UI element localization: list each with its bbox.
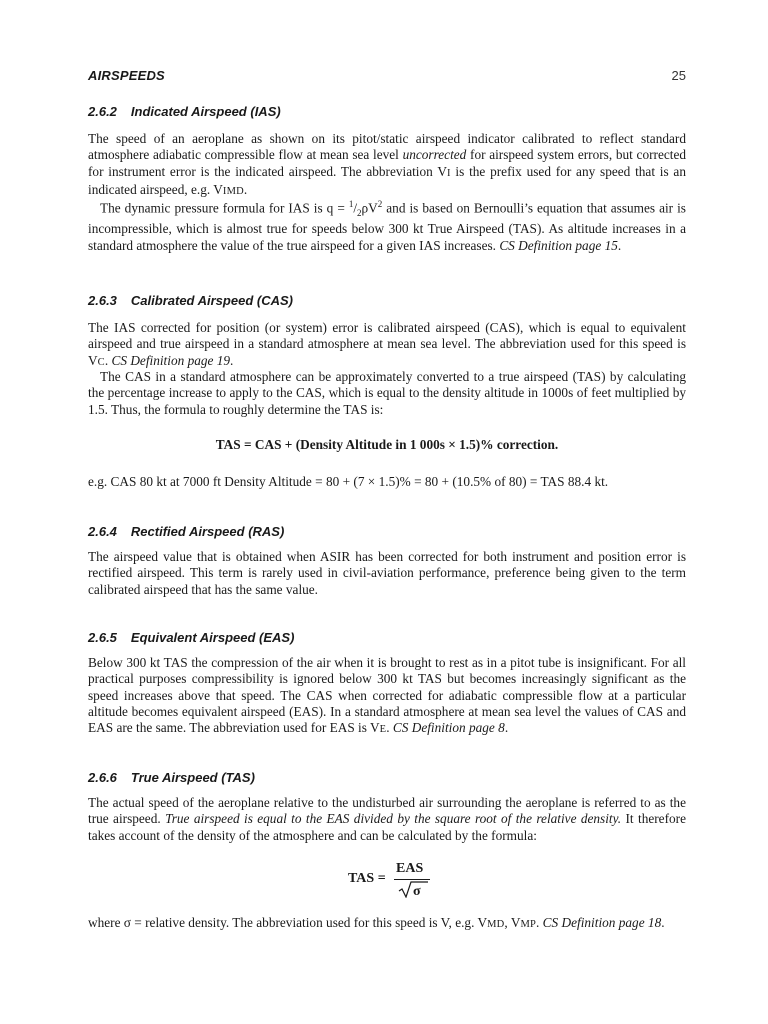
section-heading-2-6-2 xyxy=(88,104,281,119)
example-calculation: e.g. CAS 80 kt at 7000 ft Density Altitude = 80 + (7 × 1.5)% = 80 + (10.5% of 80) = TAS 88.4 kt. xyxy=(88,474,609,489)
section-heading-2-6-6 xyxy=(88,770,255,785)
section-title: Calibrated Airspeed (CAS) xyxy=(130,293,293,308)
section-heading-2-6-5 xyxy=(88,630,294,645)
section-number: 2.6.2 xyxy=(88,104,117,119)
paragraph-ras-definition: The airspeed value that is obtained when ASIR has been corrected for both instrument and position error is rectified airspeed. This term is rarely used in civil-aviation performance, preference being given to the term calibrated airspeed that has the same value. xyxy=(88,549,686,597)
section-heading-2-6-4 xyxy=(88,524,284,539)
section-number: 2.6.4 xyxy=(88,524,117,539)
section-title: Indicated Airspeed (IAS) xyxy=(130,104,281,119)
formula-denominator: σ xyxy=(413,884,421,898)
section-number: 2.6.3 xyxy=(88,293,117,308)
section-title: True Airspeed (TAS) xyxy=(130,770,255,785)
formula-numerator: EAS xyxy=(396,861,424,876)
paragraph-ias-dynamic-pressure: The dynamic pressure formula for IAS is $q = ^1/_2\rho V^2$ and is based on Bernoulli’s equation that assumes air is incompressible, which is almost true for speeds below 300 kt True Airspeed (TAS). As altitude increases in a standard atmosphere the value of the true airspeed for a given IAS increases. CS Definition page 15. xyxy=(88,199,686,253)
cs-reference: CS Definition page 15 xyxy=(499,237,618,253)
paragraph-cas-to-tas: The CAS in a standard atmosphere can be approximately converted to a true airspeed (TAS) by calculating the percentage increase to apply to the CAS, which is equal to the density altitude in 1000s of feet multiplied by 1.5. Thus, the formula to roughly determine the TAS is: xyxy=(88,369,686,417)
section-title: Rectified Airspeed (RAS) xyxy=(130,524,285,539)
section-number: 2.6.5 xyxy=(88,630,117,645)
cs-reference: CS Definition page 19 xyxy=(111,352,231,368)
formula-tas-approx: TAS = CAS + (Density Altitude in 1 000s × 1.5)% correction. xyxy=(215,437,559,452)
cs-reference: CS Definition page 18 xyxy=(542,915,662,930)
paragraph-ias-definition: The speed of an aeroplane as shown on its pitot/static airspeed indicator calibrated to reflect standard atmosphere adiabatic compressible flow at mean sea level uncorrected for airspeed system errors, but corrected for instrument error is the indicated airspeed. The abbreviation VI is the prefix used for any speed that is an indicated airspeed, e.g. VIMD. xyxy=(88,131,686,197)
square-root-icon xyxy=(398,880,428,898)
paragraph-tas-definition: The actual speed of the aeroplane relative to the undisturbed air surrounding the aeroplane is referred to as the true airspeed. True airspeed is equal to the EAS divided by the square root of the relative density. It therefore takes account of the density of the atmosphere and can be calculated by the formula: xyxy=(88,795,686,843)
running-title: AIRSPEEDS xyxy=(88,68,165,83)
paragraph-eas-definition: Below 300 kt TAS the compression of the air when it is brought to rest as in a pitot tube is insignificant. For all practical purposes compressibility is ignored below 300 kt TAS but becomes increasingly significant as the speed increases above that speed. The CAS when corrected for adiabatic compressible flow at a particular altitude becomes equivalent airspeed (EAS). In a standard atmosphere at mean sea level the values of CAS and EAS are the same. The abbreviation used for EAS is VE. CS Definition page 8. xyxy=(88,655,686,736)
formula-tas-eas-fraction xyxy=(340,860,450,900)
page-number: 25 xyxy=(671,68,686,83)
section-title: Equivalent Airspeed (EAS) xyxy=(130,630,295,645)
cs-reference: CS Definition page 8 xyxy=(392,720,505,736)
paragraph-tas-abbreviation: where σ = relative density. The abbreviation used for this speed is V, e.g. VMD, VMP. CS Definition page 18. xyxy=(88,915,665,930)
section-number: 2.6.6 xyxy=(88,770,117,785)
paragraph-cas-definition: The IAS corrected for position (or system) error is calibrated airspeed (CAS), which is equal to equivalent airspeed and true airspeed in a standard atmosphere at mean sea level. The abbreviation used for this speed is VC. CS Definition page 19. xyxy=(88,320,686,368)
formula-lhs: TAS = xyxy=(348,871,386,886)
section-heading-2-6-3 xyxy=(88,293,293,308)
running-head xyxy=(88,68,686,88)
